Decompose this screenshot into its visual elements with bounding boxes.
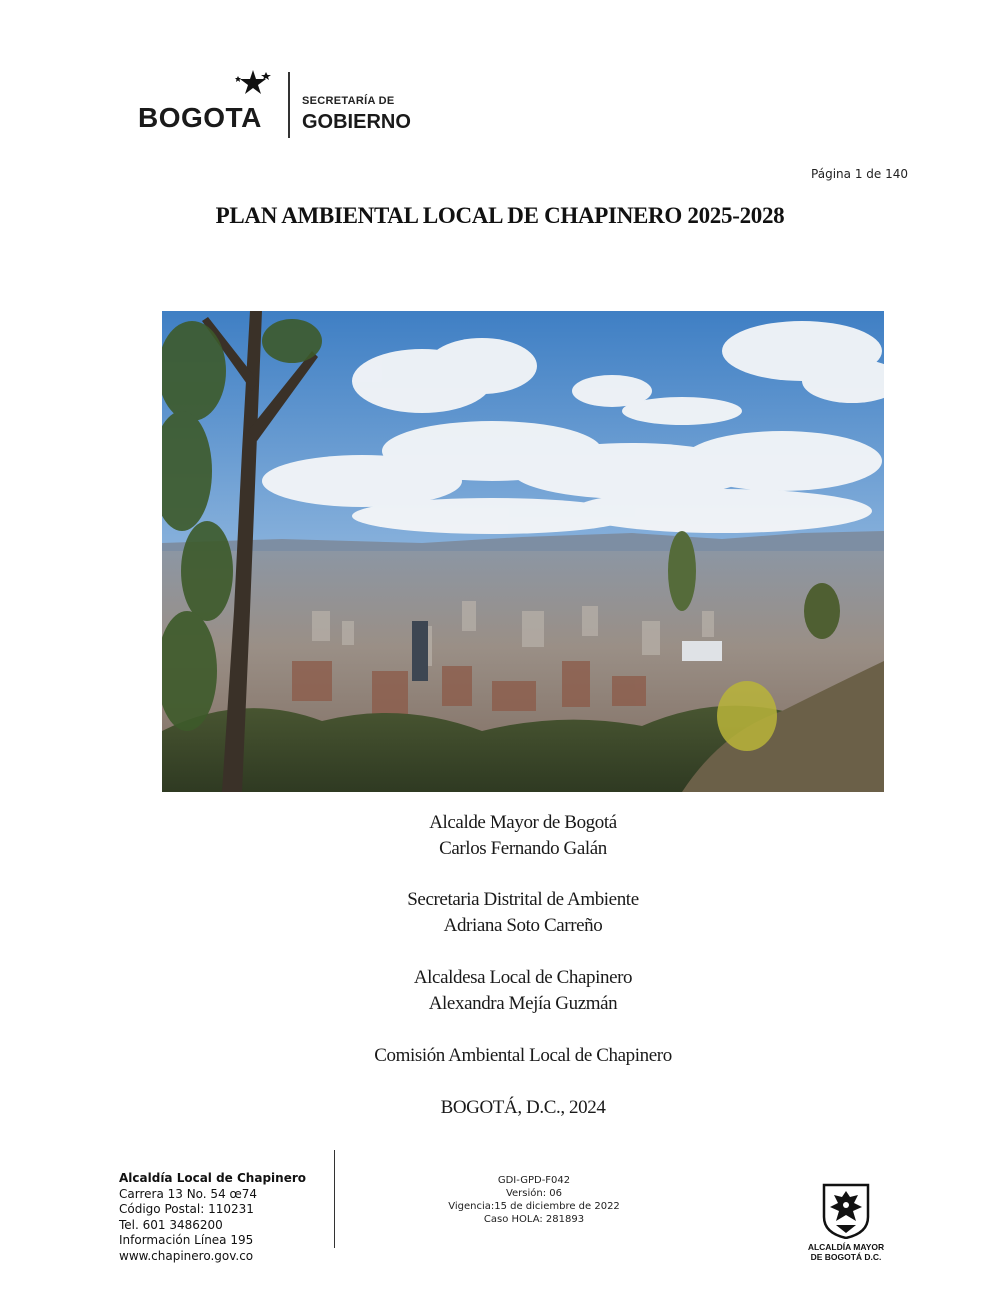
footer-contact [119,1171,306,1264]
coat-of-arms-icon [822,1183,870,1239]
footer-org: Alcaldía Local de Chapinero [119,1171,306,1185]
city-landscape-photo [162,311,884,792]
local-mayor-name: Alexandra Mejía Guzmán [428,993,618,1014]
footer-info-line: Información Línea 195 [119,1233,254,1247]
bogota-logo [138,70,278,142]
mayor-role: Alcalde Mayor de Bogotá [429,812,617,833]
footer-caso: Caso HOLA: 281893 [483,1214,585,1225]
document-title: PLAN AMBIENTAL LOCAL DE CHAPINERO 2025-2028 [215,203,785,228]
footer-version: Versión: 06 [505,1188,563,1199]
mayor-name: Carlos Fernando Galán [439,838,607,859]
local-mayor-role: Alcaldesa Local de Chapinero [413,967,633,988]
footer-web: www.chapinero.gov.co [119,1248,254,1263]
seal-caption-line2: DE BOGOTÁ D.C. [810,1252,882,1262]
star-icon [233,70,273,106]
place-date: BOGOTÁ, D.C., 2024 [440,1097,606,1118]
footer-address: Carrera 13 No. 54 œ74 [119,1186,258,1201]
gobierno-label: GOBIERNO [302,111,411,133]
footer-vigencia: Vigencia:15 de diciembre de 2022 [448,1201,620,1212]
footer-doc-info [434,1174,634,1226]
seal-caption [795,1242,897,1262]
seal-caption-line1: ALCALDÍA MAYOR [807,1242,885,1252]
environment-secretary-role: Secretaria Distrital de Ambiente [407,889,639,910]
page-number: Página 1 de 140 [811,167,908,181]
secretaria-label: SECRETARÍA DE [302,95,395,107]
footer-doc-code: GDI-GPD-F042 [497,1175,571,1186]
logo-divider [288,72,290,138]
footer-postal: Código Postal: 110231 [119,1202,254,1216]
footer-tel: Tel. 601 3486200 [119,1217,223,1232]
environment-secretary-name: Adriana Soto Carreño [443,915,603,936]
commission-label: Comisión Ambiental Local de Chapinero [374,1045,672,1066]
footer-divider [334,1150,335,1248]
logo-wordmark: BOGOTA [138,102,262,133]
